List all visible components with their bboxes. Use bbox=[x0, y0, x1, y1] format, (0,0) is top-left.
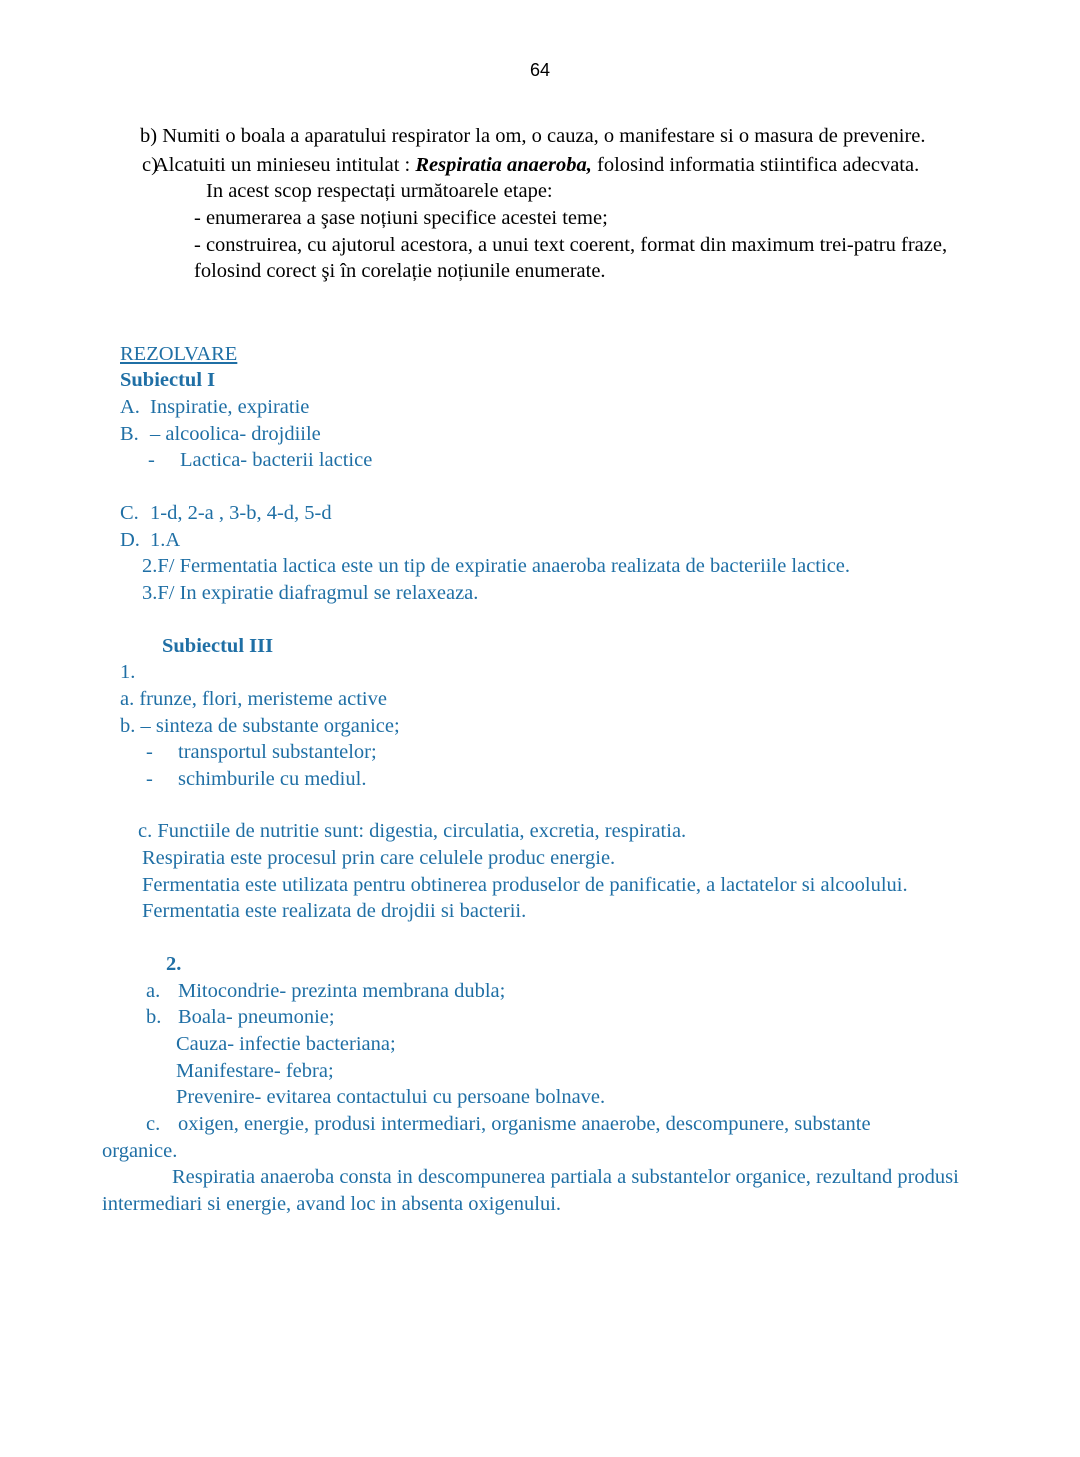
answer-1b-dash-1-text: transportul substantelor; bbox=[178, 741, 377, 764]
answer-2a-text: Mitocondrie- prezinta membrana dubla; bbox=[178, 979, 506, 1002]
question-item-c-line bbox=[154, 152, 962, 179]
answer-b bbox=[120, 421, 962, 448]
answer-1b: b. – sinteza de substante organice; bbox=[120, 714, 400, 737]
answer-2-marker: 2. bbox=[166, 953, 182, 976]
spacer-1 bbox=[120, 474, 962, 500]
answer-2c-marker: c. bbox=[146, 1112, 161, 1135]
answer-2b-line-3: Manifestare- febra; bbox=[176, 1059, 334, 1082]
answer-1-marker: 1. bbox=[120, 661, 136, 684]
answer-1a: a. frunze, flori, meristeme active bbox=[120, 687, 387, 710]
answer-1b-dash-1 bbox=[146, 739, 962, 766]
question-item-c-text-1: Alcatuiti un minieseu intitulat : bbox=[154, 153, 416, 176]
answer-2a bbox=[146, 978, 962, 1005]
answer-c-text: 1-d, 2-a , 3-b, 4-d, 5-d bbox=[150, 502, 332, 525]
answer-1c-line-4: Fermentatia este realizata de drojdii si bacterii. bbox=[142, 900, 527, 923]
question-item-c-title: Respiratia anaeroba, bbox=[415, 153, 592, 176]
spacer-4 bbox=[120, 925, 962, 951]
answers-section bbox=[102, 341, 962, 1218]
answer-2b-text: Boala- pneumonie; bbox=[178, 1006, 335, 1029]
answer-2b-line-4: Prevenire- evitarea contactului cu persoane bolnave. bbox=[176, 1086, 606, 1109]
answer-1b-dash-2-marker: - bbox=[146, 767, 153, 790]
question-section bbox=[120, 123, 962, 285]
answer-1b-dash-2-text: schimburile cu mediul. bbox=[178, 767, 367, 790]
answer-b-text: – alcoolica- drojdiile bbox=[150, 422, 321, 445]
document-content bbox=[102, 123, 962, 1217]
question-item-c-marker: c) bbox=[142, 153, 158, 176]
answer-b-dash-text: Lactica- bacterii lactice bbox=[180, 449, 373, 472]
answer-2c-text: oxigen, energie, produsi intermediari, organisme anaerobe, descompunere, substante bbox=[178, 1112, 871, 1135]
answer-1b-dash-2 bbox=[146, 766, 962, 793]
page-number: 64 bbox=[529, 60, 551, 80]
answer-2b-marker: b. bbox=[146, 1006, 162, 1029]
answer-b-dash-marker: - bbox=[148, 449, 155, 472]
question-step-intro: In acest scop respectați următoarele etape: bbox=[206, 180, 553, 203]
subiect-1-title: Subiectul I bbox=[120, 369, 216, 392]
answers-heading bbox=[120, 341, 962, 368]
answer-d-marker: D. bbox=[120, 528, 140, 551]
question-step-1: - enumerarea a şase noțiuni specifice acestei teme; bbox=[194, 206, 608, 229]
answer-c bbox=[120, 500, 962, 527]
answer-a bbox=[120, 394, 962, 421]
answer-final-paragraph: Respiratia anaeroba consta in descompunerea partiala a substantelor organice, rezultand produsi intermediari si energie, avand loc in absenta oxigenului. bbox=[102, 1166, 959, 1215]
answer-1c-line-2: Respiratia este procesul prin care celulele produc energie. bbox=[142, 847, 616, 870]
answer-d-text: 1.A bbox=[150, 528, 181, 551]
question-step-2: - construirea, cu ajutorul acestora, a unui text coerent, format din maximum trei-patru fraze, folosind corect şi în corelație noțiunile enumerate. bbox=[194, 233, 948, 283]
answer-b-dash-item bbox=[148, 447, 962, 474]
answer-2c-continuation: organice. bbox=[102, 1139, 178, 1162]
spacer-3 bbox=[120, 792, 962, 818]
answer-2c bbox=[146, 1111, 962, 1138]
answer-1c: c. Functiile de nutritie sunt: digestia, circulatia, excretia, respiratia. bbox=[138, 820, 687, 843]
answer-d-line-3: 3.F/ In expiratie diafragmul se relaxeaza. bbox=[142, 581, 479, 604]
answer-a-marker: A. bbox=[120, 396, 140, 419]
answer-1b-dash-1-marker: - bbox=[146, 741, 153, 764]
answer-c-marker: C. bbox=[120, 502, 139, 525]
question-item-b: b) Numiti o boala a aparatului respirator la om, o cauza, o manifestare si o masura de prevenire. bbox=[140, 125, 926, 147]
answer-1c-line-3: Fermentatia este utilizata pentru obtinerea produselor de panificatie, a lactatelor si alcoolului. bbox=[142, 873, 908, 896]
answer-d bbox=[120, 527, 962, 554]
question-item-c bbox=[120, 152, 962, 285]
document-page bbox=[0, 60, 1080, 1457]
subiect-3-title: Subiectul III bbox=[162, 634, 274, 657]
question-item-c-body bbox=[154, 152, 962, 285]
answer-d-line-2: 2.F/ Fermentatia lactica este un tip de expiratie anaeroba realizata de bacteriile lactice. bbox=[142, 555, 851, 578]
answers-heading-text: REZOLVARE bbox=[120, 342, 238, 365]
question-item-c-text-2: folosind informatia stiintifica adecvata. bbox=[591, 153, 920, 176]
spacer-2 bbox=[120, 607, 962, 633]
answer-2b bbox=[146, 1004, 962, 1031]
answer-a-text: Inspiratie, expiratie bbox=[150, 396, 310, 419]
answer-2a-marker: a. bbox=[146, 979, 161, 1002]
answer-2b-line-2: Cauza- infectie bacteriana; bbox=[176, 1032, 396, 1055]
answer-b-marker: B. bbox=[120, 422, 139, 445]
